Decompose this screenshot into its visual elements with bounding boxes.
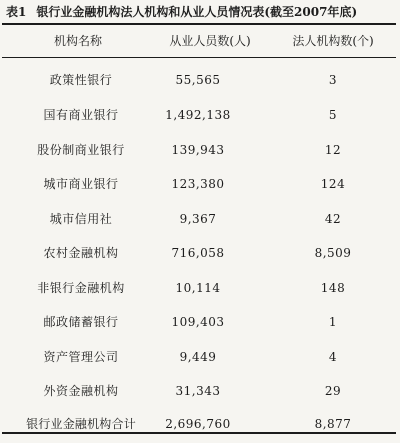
table-row [0, 141, 400, 159]
table-header [0, 28, 400, 54]
row-employees: 716,058 [171, 246, 225, 260]
table-header-rule [2, 57, 396, 58]
table-row [0, 106, 400, 124]
header-institution-name: 机构名称 [53, 34, 102, 48]
row-employees: 1,492,138 [165, 108, 231, 122]
row-institution-name: 邮政储蓄银行 [43, 315, 119, 329]
row-employees: 123,380 [171, 177, 225, 191]
row-institution-name: 城市商业银行 [43, 177, 119, 191]
row-institution-name: 城市信用社 [49, 212, 113, 226]
table-row [0, 210, 400, 228]
table-row [0, 348, 400, 366]
table-bottom-rule [2, 432, 396, 434]
row-employees: 139,943 [171, 143, 225, 157]
row-legal-entities: 42 [324, 212, 342, 226]
row-legal-entities: 12 [324, 143, 342, 157]
row-institution-name: 外资金融机构 [43, 384, 119, 398]
header-legal-entities: 法人机构数(个) [292, 34, 374, 48]
row-legal-entities: 1 [328, 315, 338, 329]
table-row [0, 382, 400, 400]
table-top-rule [2, 23, 396, 25]
row-employees: 31,343 [175, 384, 221, 398]
row-legal-entities: 5 [328, 108, 338, 122]
table-body [0, 60, 400, 430]
table-row [0, 279, 400, 297]
row-employees: 9,449 [179, 350, 217, 364]
row-institution-name: 国有商业银行 [43, 108, 119, 122]
header-employees: 从业人员数(人) [169, 34, 251, 48]
row-institution-name: 农村金融机构 [43, 246, 119, 260]
row-legal-entities: 124 [320, 177, 346, 191]
table-number: 表1 [6, 5, 27, 19]
row-employees: 2,696,760 [165, 417, 231, 431]
table-title: 银行业金融机构法人机构和从业人员情况表(截至2007年底) [36, 5, 358, 19]
row-legal-entities: 29 [324, 384, 342, 398]
row-legal-entities: 8,509 [314, 246, 352, 260]
row-institution-name: 资产管理公司 [43, 350, 119, 364]
row-employees: 9,367 [179, 212, 217, 226]
row-employees: 109,403 [171, 315, 225, 329]
table-row [0, 313, 400, 331]
table-total-row [0, 415, 400, 433]
row-institution-name: 银行业金融机构合计 [26, 417, 136, 431]
table-row [0, 71, 400, 89]
row-legal-entities: 8,877 [314, 417, 352, 431]
row-institution-name: 股份制商业银行 [37, 143, 125, 157]
table-caption [6, 2, 357, 22]
row-institution-name: 非银行金融机构 [37, 281, 125, 295]
row-legal-entities: 3 [328, 73, 338, 87]
row-institution-name: 政策性银行 [49, 73, 113, 87]
row-employees: 55,565 [175, 73, 221, 87]
row-legal-entities: 148 [320, 281, 346, 295]
table-row [0, 175, 400, 193]
row-employees: 10,114 [175, 281, 221, 295]
row-legal-entities: 4 [328, 350, 338, 364]
table-row [0, 244, 400, 262]
